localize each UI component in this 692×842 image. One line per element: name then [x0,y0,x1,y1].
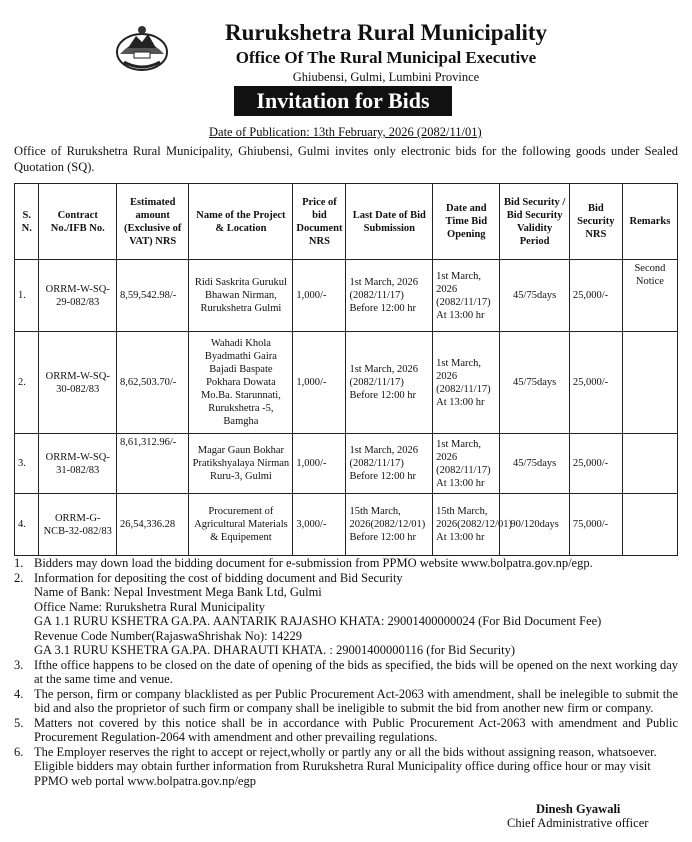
note-text: Bidders may down load the bidding document for e-submission from PPMO website www.bolpatra.gov.np/egp. [34,556,593,570]
note-item [14,556,678,571]
cell-remarks [622,434,677,494]
cell-contract: ORRM-G-NCB-32-082/83 [39,494,117,556]
header-project: Name of the Project & Location [189,184,293,260]
org-name: Rurukshetra Rural Municipality [224,20,548,45]
note-text: The person, firm or company blacklisted as per Public Procurement Act-2063 with amendment, shall be inelegible to submit the bid and also the proprietor of such firm or company shall be ineligible to submit the bid from another new firm or company. [34,686,678,715]
bids-table [14,183,678,556]
cell-security: 75,000/- [569,494,622,556]
note-item [14,687,678,716]
cell-last-date: 1st March, 2026 (2082/11/17) Before 12:00 hr [346,332,433,434]
cell-amount: 8,62,503.70/- [116,332,188,434]
account-document-fee: GA 1.1 RURU KSHETRA GA.PA. AANTARIK RAJASHO KHATA: 29001400000024 (For Bid Document Fee) [34,614,602,628]
cell-project: Magar Gaun Bokhar Pratikshyalaya Nirman Ruru-3, Gulmi [189,434,293,494]
cell-security: 25,000/- [569,332,622,434]
note-number: 1. [14,556,24,570]
office-name: Office Name: Rurukshetra Rural Municipality [34,599,265,614]
cell-validity: 45/75days [500,260,569,332]
cell-amount: 8,61,312.96/- [116,434,188,494]
bank-name: Name of Bank: Nepal Investment Mega Bank Ltd, Gulmi [34,585,322,599]
signatory-title: Chief Administrative officer [507,816,649,830]
note-number: 2. [14,570,24,585]
header-sn: S. N. [15,184,39,260]
cell-opening: 15th March, 2026(2082/12/01) At 13:00 hr [433,494,500,556]
note-number: 6. [14,744,24,759]
cell-last-date: 1st March, 2026 (2082/11/17) Before 12:00 hr [346,260,433,332]
cell-amount: 26,54,336.28 [116,494,188,556]
notes-list [14,556,678,788]
signatory-name: Dinesh Gyawali [536,802,621,816]
note-item [14,571,678,586]
cell-validity: 45/75days [500,332,569,434]
office-address: Ghiubensi, Gulmi, Lumbini Province [292,70,480,84]
note-number: 5. [14,715,24,730]
cell-remarks [622,494,677,556]
cell-project: Procurement of Agricultural Materials & Equipement [189,494,293,556]
cell-contract: ORRM-W-SQ-29-082/83 [39,260,117,332]
note-item [14,745,678,760]
cell-price: 1,000/- [293,260,346,332]
cell-sn: 4. [15,494,39,556]
cell-sn: 1. [15,260,39,332]
cell-security: 25,000/- [569,260,622,332]
cell-price: 1,000/- [293,434,346,494]
note-text: Information for depositing the cost of bidding document and Bid Security [34,570,403,585]
table-row [15,260,678,332]
revenue-code: Revenue Code Number(RajaswaShrishak No): 14229 [34,628,302,643]
cell-contract: ORRM-W-SQ-31-082/83 [39,434,117,494]
table-row [15,434,678,494]
table-row [15,332,678,434]
cell-remarks: Second Notice [622,260,677,332]
cell-opening: 1st March, 2026 (2082/11/17) At 13:00 hr [433,260,500,332]
note-item [14,716,678,745]
cell-remarks [622,332,677,434]
note-number: 4. [14,686,24,701]
note-text: The Employer reserves the right to accept or reject,wholly or partly any or all the bids without assigning reason, whatsoever. [34,744,657,759]
cell-sn: 2. [15,332,39,434]
note-text: Matters not covered by this notice shall be in accordance with Public Procurement Act-2063 with amendment and Public Procurement Regulation-2064 with amendment and other prevailing regulations. [34,715,678,744]
cell-security: 25,000/- [569,434,622,494]
publication-date: Date of Publication: 13th February, 2026 (2082/11/01) [209,125,482,139]
header-amount: Estimated amount (Exclusive of VAT) NRS [116,184,188,260]
cell-opening: 1st March, 2026 (2082/11/17) At 13:00 hr [433,434,500,494]
account-bid-security: GA 3.1 RURU KSHETRA GA.PA. DHARAUTI KHATA. : 29001400000116 (for Bid Security) [34,643,516,657]
note-number: 3. [14,657,24,672]
cell-opening: 1st March, 2026 (2082/11/17) At 13:00 hr [433,332,500,434]
cell-project: Wahadi Khola Byadmathi Gaira Bajadi Baspate Pokhara Dowata Mo.Ba. Starunnati, Rurukshetra -5, Bamgha [189,332,293,434]
header-price: Price of bid Document NRS [293,184,346,260]
header-opening: Date and Time Bid Opening [433,184,500,260]
header-contract: Contract No./IFB No. [39,184,117,260]
cell-project: Ridi Saskrita Gurukul Bhawan Nirman, Rurukshetra Gulmi [189,260,293,332]
note-item [14,658,678,687]
cell-amount: 8,59,542.98/- [116,260,188,332]
cell-price: 1,000/- [293,332,346,434]
cell-last-date: 1st March, 2026 (2082/11/17) Before 12:00 hr [346,434,433,494]
table-row [15,494,678,556]
invitation-banner: Invitation for Bids [234,86,452,116]
header-validity: Bid Security / Bid Security Validity Period [500,184,569,260]
header-security: Bid Security NRS [569,184,622,260]
cell-last-date: 15th March, 2026(2082/12/01) Before 12:00 hr [346,494,433,556]
cell-validity: 45/75days [500,434,569,494]
header-last-date: Last Date of Bid Submission [346,184,433,260]
cell-validity: 90/120days [500,494,569,556]
header-remarks: Remarks [622,184,677,260]
table-header-row [15,184,678,260]
intro-paragraph: Office of Rurukshetra Rural Municipality, Ghiubensi, Gulmi invites only electronic bids for the following goods under Sealed Quotation (SQ). [14,144,678,174]
note-text: Ifthe office happens to be closed on the date of opening of the bids as specified, the bids will be opened on the next working day at the same time and venue. [34,657,678,686]
cell-sn: 3. [15,434,39,494]
cell-price: 3,000/- [293,494,346,556]
further-info: Eligible bidders may obtain further information from Rurukshetra Rural Municipality office during office hour or may visit PPMO web portal www.bolpatra.gov.np/egp [34,759,651,788]
office-title: Office Of The Rural Municipal Executive [235,48,537,67]
cell-contract: ORRM-W-SQ-30-082/83 [39,332,117,434]
